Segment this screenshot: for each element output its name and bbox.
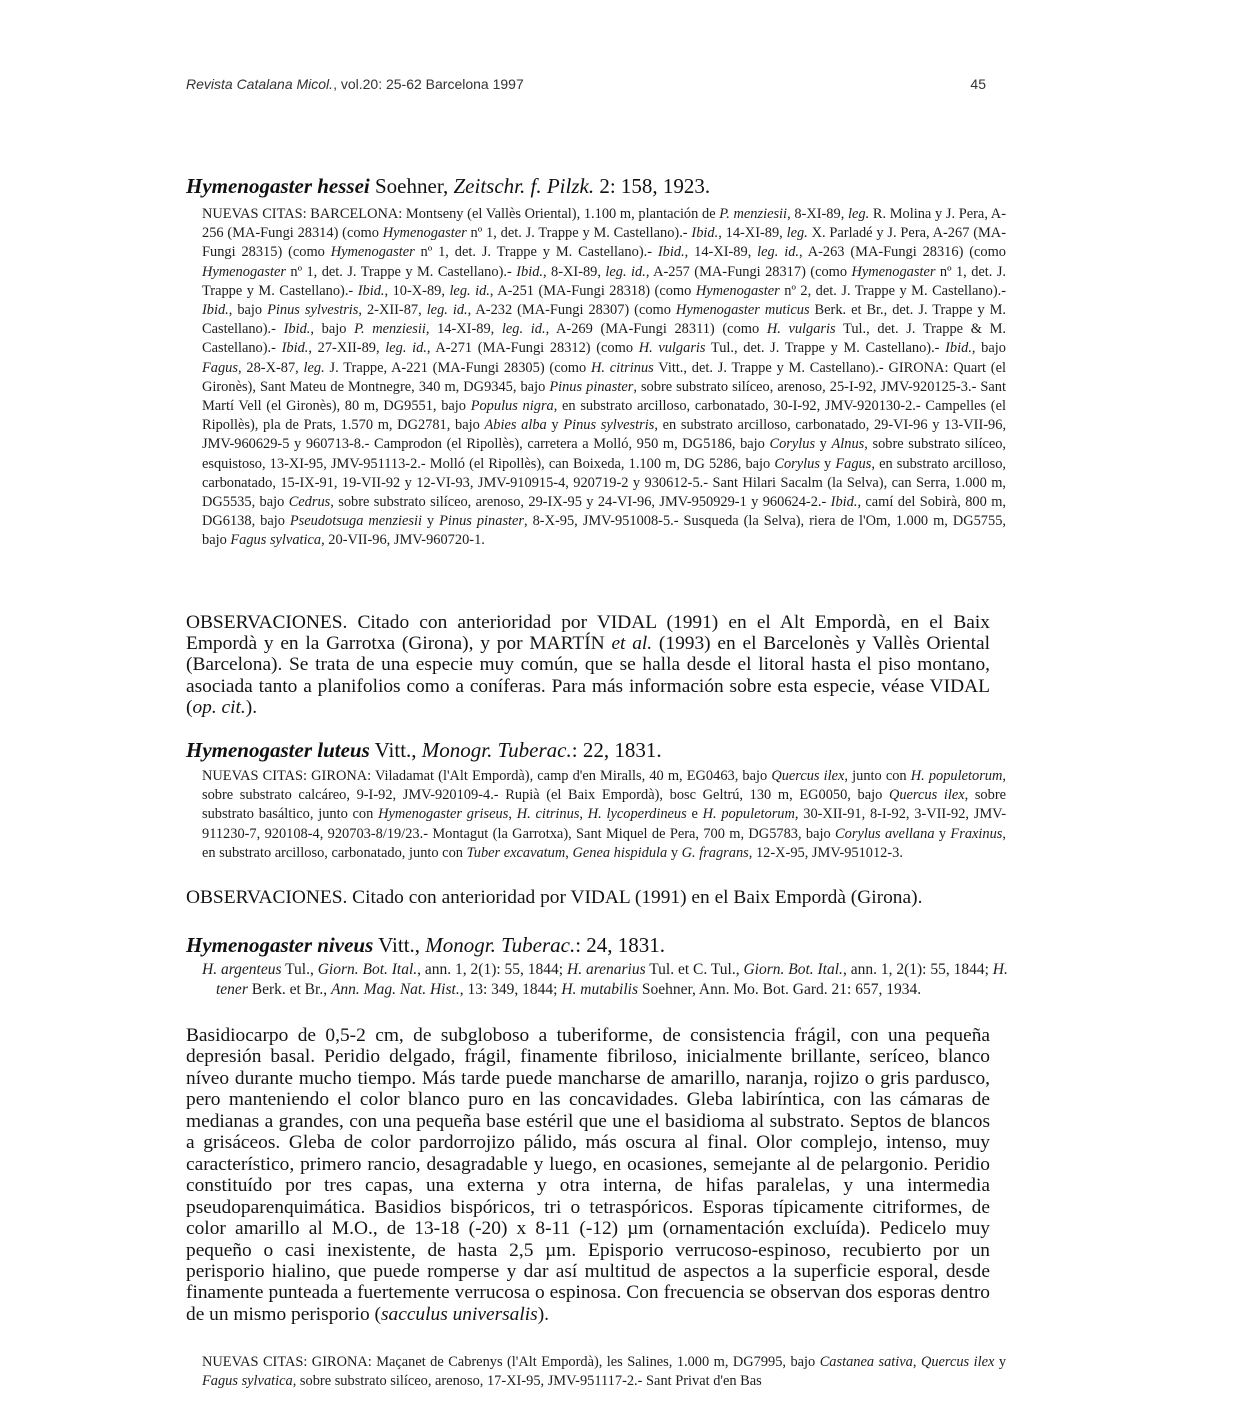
species-reference: : 22, 1831.	[571, 738, 662, 762]
synonyms: H. argenteus Tul., Giorn. Bot. Ital., ann. 1, 2(1): 55, 1844; H. arenarius Tul. et C. Tul., Giorn. Bot. Ital., ann. 1, 2(1): 55, 1844; H. tener Berk. et Br., Ann. Mag. Nat. Hist., 13: 349, 1844; H. mutabilis Soehner, Ann. Mo. Bot. Gard. 21: 657, 1934.	[202, 961, 1008, 998]
species-reference: : 24, 1831.	[575, 933, 666, 957]
species-name: Hymenogaster niveus	[186, 933, 374, 957]
journal-title: Revista Catalana Micol.	[186, 76, 334, 92]
running-header	[186, 76, 986, 92]
observations: OBSERVACIONES. Citado con anterioridad por VIDAL (1991) en el Alt Empordà, en el Baix Empordà y en la Garrotxa (Girona), y por MARTÍN et al. (1993) en el Barcelonès y Vallès Oriental (Barcelona). Se trata de una especie muy común, que se halla desde el litoral hasta el piso montano, asociada tanto a planifolios como a coníferas. Para más información sobre esta especie, véase VIDAL (op. cit.).	[186, 612, 990, 718]
species-author: Vitt.,	[373, 933, 426, 957]
page-number: 45	[970, 76, 986, 92]
species-journal: Monogr. Tuberac.	[421, 738, 572, 762]
species-author: Vitt.,	[369, 738, 422, 762]
species-heading	[186, 933, 990, 957]
species-author: Soehner,	[369, 174, 454, 198]
new-records: NUEVAS CITAS: GIRONA: Viladamat (l'Alt Empordà), camp d'en Miralls, 40 m, EG0463, bajo Quercus ilex, junto con H. populetorum, sobre substrato calcáreo, 9-I-92, JMV-920109-4.- Rupià (el Baix Empordà), bosc Geltrú, 130 m, EG0050, bajo Quercus ilex, sobre substrato basáltico, junto con Hymenogaster griseus, H. citrinus, H. lycoperdineus e H. populetorum, 30-XII-91, 8-I-92, 3-VII-92, JMV-911230-7, 920108-4, 920703-8/19/23.- Montagut (la Garrotxa), Sant Miquel de Pera, 700 m, DG5783, bajo Corylus avellana y Fraxinus, en substrato arcilloso, carbonatado, junto con Tuber excavatum, Genea hispidula y G. fragrans, 12-X-95, JMV-951012-3.	[202, 768, 1007, 861]
species-journal: Zeitschr. f. Pilzk.	[453, 174, 595, 198]
species-heading	[186, 738, 990, 762]
species-heading	[186, 174, 990, 198]
volume-info: , vol.20: 25-62 Barcelona 1997	[333, 76, 524, 92]
species-description: Basidiocarpo de 0,5-2 cm, de subgloboso a tuberiforme, de consistencia frágil, con una pequeña depresión basal. Peridio delgado, frágil, finamente fibriloso, inicialmente brillante, seríceo, blanco níveo durante mucho tiempo. Más tarde puede mancharse de amarillo, naranja, rojizo o gris pardusco, pero manteniendo el color blanco puro en las concavidades. Gleba labiríntica, con las cámaras de medianas a grandes, con una pequeña base estéril que une el basidioma al substrato. Septos de blancos a grisáceos. Gleba de color pardorrojizo pálido, más oscura al final. Olor complejo, intenso, muy característico, primero rancio, desagradable y luego, en ocasiones, semejante al de pelargonio. Peridio constituído por tres capas, una externa y otra interna, de hifas paralelas, y una intermedia pseudoparenquimática. Basidios bispóricos, tri o tetraspóricos. Esporas típicamente citriformes, de color amarillo al M.O., de 13-18 (-20) x 8-11 (-12) µm (ornamentación excluída). Pedicelo muy pequeño o casi inexistente, de hasta 2,5 µm. Episporio verrucoso-espinoso, recubierto por un perisporio hialino, que puede romperse y dar así multitud de aspectos a la superficie esporal, desde finamente punteada a fuertemente verrucosa o espinosa. Con frecuencia se observan dos esporas dentro de un mismo perisporio (sacculus universalis).	[186, 1025, 990, 1325]
new-records: NUEVAS CITAS: BARCELONA: Montseny (el Vallès Oriental), 1.100 m, plantación de P. menziesii, 8-XI-89, leg. R. Molina y J. Pera, A-256 (MA-Fungi 28314) (como Hymenogaster nº 1, det. J. Trappe y M. Castellano).- Ibid., 14-XI-89, leg. X. Parladé y J. Pera, A-267 (MA-Fungi 28315) (como Hymenogaster nº 1, det. J. Trappe y M. Castellano).- Ibid., 14-XI-89, leg. id., A-263 (MA-Fungi 28316) (como Hymenogaster nº 1, det. J. Trappe y M. Castellano).- Ibid., 8-XI-89, leg. id., A-257 (MA-Fungi 28317) (como Hymenogaster nº 1, det. J. Trappe y M. Castellano).- Ibid., 10-X-89, leg. id., A-251 (MA-Fungi 28318) (como Hymenogaster nº 2, det. J. Trappe y M. Castellano).- Ibid., bajo Pinus sylvestris, 2-XII-87, leg. id., A-232 (MA-Fungi 28307) (como Hymenogaster muticus Berk. et Br., det. J. Trappe y M. Castellano).- Ibid., bajo P. menziesii, 14-XI-89, leg. id., A-269 (MA-Fungi 28311) (como H. vulgaris Tul., det. J. Trappe & M. Castellano).- Ibid., 27-XII-89, leg. id., A-271 (MA-Fungi 28312) (como H. vulgaris Tul., det. J. Trappe y M. Castellano).- Ibid., bajo Fagus, 28-X-87, leg. J. Trappe, A-221 (MA-Fungi 28305) (como H. citrinus Vitt., det. J. Trappe y M. Castellano).- GIRONA: Quart (el Gironès), Sant Mateu de Montnegre, 340 m, DG9345, bajo Pinus pinaster, sobre substrato silíceo, arenoso, 25-I-92, JMV-920125-3.- Sant Martí Vell (el Gironès), 80 m, DG9551, bajo Populus nigra, en substrato arcilloso, carbonatado, 30-I-92, JMV-920130-2.- Campelles (el Ripollès), pla de Prats, 1.570 m, DG2781, bajo Abies alba y Pinus sylvestris, en substrato arcilloso, carbonatado, 29-VI-96 y 13-VII-96, JMV-960629-5 y 960713-8.- Camprodon (el Ripollès), carretera a Molló, 950 m, DG5186, bajo Corylus y Alnus, sobre substrato silíceo, esquistoso, 13-XI-95, JMV-951113-2.- Molló (el Ripollès), can Boixeda, 1.100 m, DG 5286, bajo Corylus y Fagus, en substrato arcilloso, carbonatado, 15-IX-91, 19-VII-92 y 12-VI-93, JMV-910915-4, 920719-2 y 930612-5.- Sant Hilari Sacalm (la Selva), can Serra, 1.000 m, DG5535, bajo Cedrus, sobre substrato silíceo, arenoso, 29-IX-95 y 24-VI-96, JMV-950929-1 y 960624-2.- Ibid., camí del Sobirà, 800 m, DG6138, bajo Pseudotsuga menziesii y Pinus pinaster, 8-X-95, JMV-951008-5.- Susqueda (la Selva), riera de l'Om, 1.000 m, DG5755, bajo Fagus sylvatica, 20-VII-96, JMV-960720-1.	[202, 206, 1007, 549]
species-name: Hymenogaster hessei	[186, 174, 370, 198]
observations: OBSERVACIONES. Citado con anterioridad por VIDAL (1991) en el Baix Empordà (Girona).	[186, 887, 923, 908]
species-journal: Monogr. Tuberac.	[425, 933, 576, 957]
species-reference: 2: 158, 1923.	[594, 174, 711, 198]
species-name: Hymenogaster luteus	[186, 738, 370, 762]
new-records: NUEVAS CITAS: GIRONA: Maçanet de Cabrenys (l'Alt Empordà), les Salines, 1.000 m, DG7995, bajo Castanea sativa, Quercus ilex y Fagus sylvatica, sobre substrato silíceo, arenoso, 17-XI-95, JMV-951117-2.- Sant Privat d'en Bas	[202, 1354, 1007, 1390]
